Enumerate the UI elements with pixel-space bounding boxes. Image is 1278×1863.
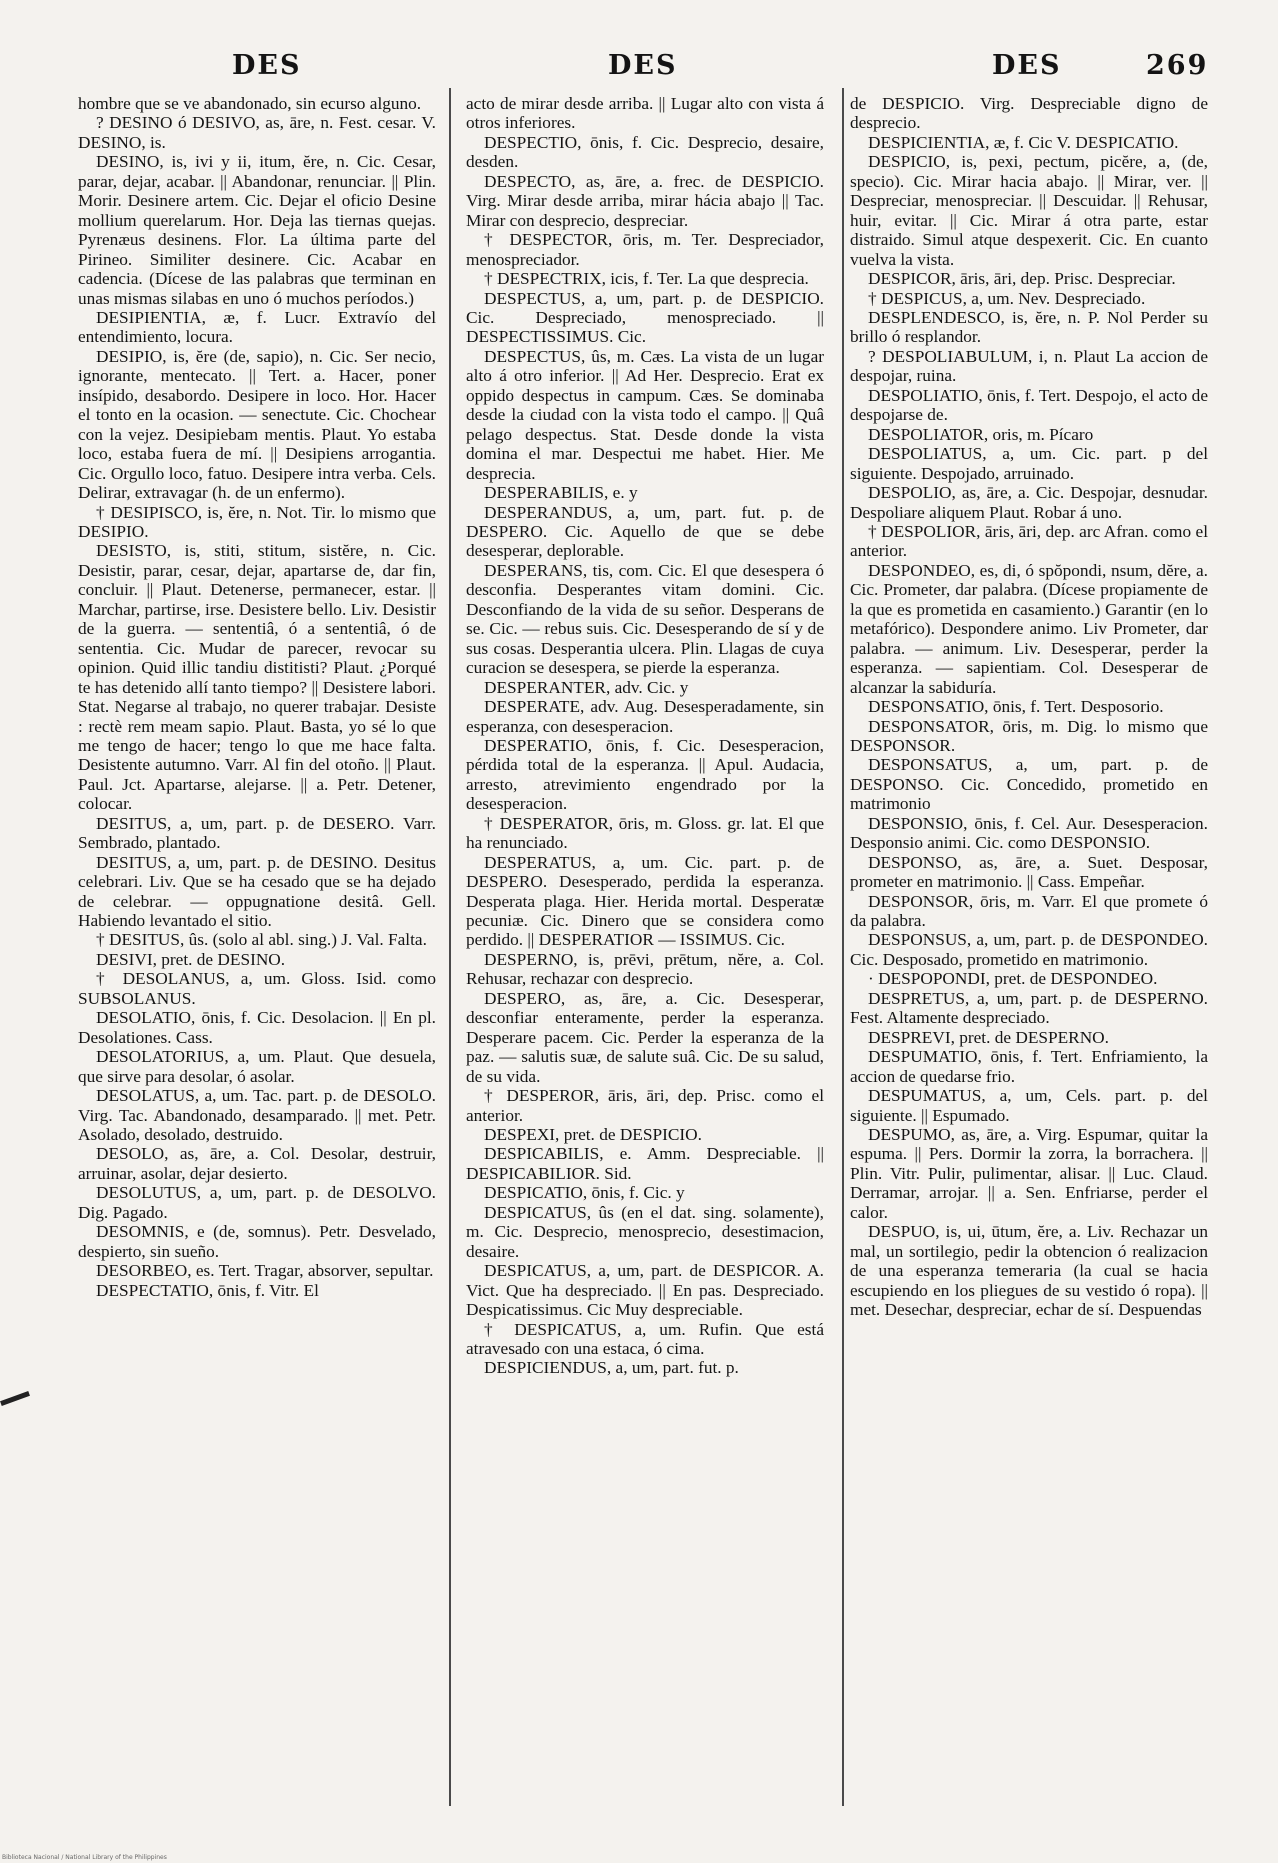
column-1 — [78, 94, 436, 1300]
column-divider — [842, 88, 844, 1806]
running-head-right: DES — [992, 50, 1062, 81]
margin-ink-mark — [0, 1391, 30, 1406]
dictionary-entry: DESIVI, pret. de DESINO. — [96, 949, 286, 969]
dictionary-entry: DESPOLIATOR, oris, m. Pícaro — [868, 424, 1094, 444]
dictionary-entry: DESPONSIO, ōnis, f. Cel. Aur. Desesperacion. Desponsio animi. Cic. como DESPONSIO. — [850, 813, 1208, 853]
running-head-left: DES — [232, 50, 302, 81]
dictionary-entry: DESPERNO, is, prēvi, prētum, nĕre, a. Col. Rehusar, rechazar con desprecio. — [466, 949, 824, 989]
dictionary-entry: de DESPICIO. Virg. Despreciable digno de desprecio. — [850, 94, 1208, 133]
dictionary-entry: DESINO, is, ivi y ii, itum, ĕre, n. Cic. Cesar, parar, dejar, acabar. || Abandonar, renunciar. || Plin. Morir. Desinere artem. Cic. Dejar el oficio Desine mollium querelarum. Hor. Deja las tiernas quejas. Pyrenæus desinens. Flor. La última parte del Pirineo. Similiter desinere. Cic. Acabar en cadencia. (Dícese de las palabras que terminan en unas mismas silabas en uno ó muchos períodos.) — [78, 152, 436, 308]
dictionary-entry: DESPICIENDUS, a, um, part. fut. p. — [484, 1358, 739, 1378]
dictionary-entry: † DESIPISCO, is, ĕre, n. Not. Tir. lo mismo que DESIPIO. — [78, 502, 436, 541]
dictionary-entry: DESOLO, as, āre, a. Col. Desolar, destruir, arruinar, asolar, dejar desierto. — [78, 1144, 436, 1183]
dictionary-entry: DESPICABILIS, e. Amm. Despreciable. || DESPICABILIOR. Sid. — [466, 1144, 824, 1183]
dictionary-entry: DESOMNIS, e (de, somnus). Petr. Desvelado, despierto, sin sueño. — [78, 1222, 436, 1261]
dictionary-entry: DESPERANDUS, a, um, part. fut. p. de DESPERO. Cic. Aquello de que se debe desesperar, deplorable. — [466, 502, 824, 561]
dictionary-entry: DESPEXI, pret. de DESPICIO. — [484, 1125, 702, 1145]
dictionary-entry: DESPERATIO, ōnis, f. Cic. Desesperacion, pérdida total de la esperanza. || Apul. Audacia, arresto, atrevimiento engendrado por la desesperacion. — [466, 735, 824, 814]
dictionary-entry: DESPONSOR, ōris, m. Varr. El que promete ó da palabra. — [850, 891, 1208, 931]
dictionary-entry: † DESITUS, ûs. (solo al abl. sing.) J. Val. Falta. — [96, 930, 427, 950]
dictionary-entry: DESPICOR, āris, āri, dep. Prisc. Despreciar. — [868, 269, 1176, 289]
dictionary-entry: DESORBEO, es. Tert. Tragar, absorver, sepultar. — [96, 1261, 434, 1281]
dictionary-entry: † DESPICATUS, a, um. Rufin. Que está atravesado con una estaca, ó cima. — [466, 1319, 824, 1358]
dictionary-entry: DESPECTO, as, āre, a. frec. de DESPICIO. Virg. Mirar desde arriba, mirar hácia abajo || Tac. Mirar con desprecio, despreciar. — [466, 171, 824, 230]
dictionary-entry: DESISTO, is, stiti, stitum, sistĕre, n. Cic. Desistir, parar, cesar, dejar, apartarse de, dar fin, concluir. || Plaut. Detenerse, permanecer, estar. || Marchar, partirse, irse. Desistere bello. Liv. Desistir de la guerra. — sententiâ, ó a sententiâ, ó de sententia. Cic. Mudar de parecer, revocar su opinion. Quid illic tandiu distitisti? Plaut. ¿Porqué te has detenido allí tanto tiempo? || Desistere labori. Stat. Negarse al trabajo, no querer trabajar. Desiste : rectè rem meam sapio. Plaut. Basta, yo sé lo que me tengo de hacer; tengo lo que me hace falta. Desistente autumno. Varr. Al fin del otoño. || Plaut. Paul. Jct. Apartarse, alejarse. || a. Petr. Detener, colocar. — [78, 541, 436, 814]
dictionary-entry: DESOLATIO, ōnis, f. Cic. Desolacion. || En pl. Desolationes. Cass. — [78, 1008, 436, 1047]
dictionary-entry: DESPUMATIO, ōnis, f. Tert. Enfriamiento, la accion de quedarse frio. — [850, 1047, 1208, 1086]
dictionary-entry: DESPICIENTIA, æ, f. Cic V. DESPICATIO. — [868, 132, 1179, 152]
dictionary-entry: DESPRETUS, a, um, part. p. de DESPERNO. Fest. Altamente despreciado. — [850, 988, 1208, 1028]
dictionary-entry: DESPERANS, tis, com. Cic. El que desespera ó desconfia. Desperantes vitam domini. Cic. Desconfiando de la vida de su señor. Desperans de se. Cic. — rebus suis. Cic. Desesperando de sí y de sus cosas. Desperantia ulcera. Plin. Llagas de cuya curacion se desespera, se pierde la esperanza. — [466, 560, 824, 678]
column-3 — [850, 94, 1208, 1320]
dictionary-entry: DESITUS, a, um, part. p. de DESERO. Varr. Sembrado, plantado. — [78, 813, 436, 853]
dictionary-entry: DESPONSUS, a, um, part. p. de DESPONDEO. Cic. Desposado, prometido en matrimonio. — [850, 930, 1208, 969]
page-number: 269 — [1146, 50, 1209, 81]
dictionary-entry: DESPONSATUS, a, um, part. p. de DESPONSO. Cic. Concedido, prometido en matrimonio — [850, 755, 1208, 814]
dictionary-entry: · DESPOPONDI, pret. de DESPONDEO. — [868, 969, 1158, 989]
dictionary-entry: DESIPIO, is, ĕre (de, sapio), n. Cic. Ser necio, ignorante, mentecato. || Tert. a. Hacer, poner insípido, desabordo. Desipere in loco. Hor. Hacer el tonto en la ocasion. — senectute. Cic. Chochear con la vejez. Desipiebam mentis. Plaut. Yo estaba loco, estaba fuera de mí. || Desipiens arrogantia. Cic. Orgullo loco, fatuo. Desipere intra verba. Cels. Delirar, extravagar (h. de un enfermo). — [78, 346, 436, 503]
dictionary-entry: † DESPECTRIX, icis, f. Ter. La que desprecia. — [484, 269, 809, 289]
dictionary-entry: DESPUO, is, ui, ūtum, ĕre, a. Liv. Rechazar un mal, un sortilegio, pedir la obtencion ó realizacion de una esperanza temeraria (la cual se hacia escupiendo en los pliegues de su vestido ó ropa). || met. Desechar, despreciar, echar de sí. Despuendas — [850, 1222, 1208, 1320]
dictionary-entry: DESPOLIO, as, āre, a. Cic. Despojar, desnudar. Despoliare aliquem Plaut. Robar á uno. — [850, 483, 1208, 522]
column-2 — [466, 94, 824, 1378]
dictionary-entry: hombre que se ve abandonado, sin ecurso alguno. — [78, 94, 422, 113]
dictionary-entry: DESPONSATOR, ōris, m. Dig. lo mismo que DESPONSOR. — [850, 716, 1208, 755]
dictionary-entry: DESPUMO, as, āre, a. Virg. Espumar, quitar la espuma. || Pers. Dormir la zorra, la borrachera. || Plin. Vitr. Pulir, pulimentar, alisar. || Luc. Claud. Derramar, arrojar. || a. Sen. Enfriarse, perder el calor. — [850, 1125, 1208, 1222]
dictionary-entry: DESPUMATUS, a, um, Cels. part. p. del siguiente. || Espumado. — [850, 1086, 1208, 1125]
dictionary-entry: † DESOLANUS, a, um. Gloss. Isid. como SUBSOLANUS. — [78, 969, 436, 1008]
dictionary-entry: DESPERATE, adv. Aug. Desesperadamente, sin esperanza, con desesperacion. — [466, 697, 824, 736]
dictionary-entry: DESPOLIATUS, a, um. Cic. part. p del siguiente. Despojado, arruinado. — [850, 444, 1208, 483]
dictionary-entry: DESPECTATIO, ōnis, f. Vitr. El — [96, 1280, 319, 1300]
dictionary-entry: DESPICATUS, a, um, part. de DESPICOR. A. Vict. Que ha despreciado. || En pas. Despreciado. Despicatissimus. Cic Muy despreciable. — [466, 1261, 824, 1320]
dictionary-entry: DESPERATUS, a, um. Cic. part. p. de DESPERO. Desesperado, perdida la esperanza. Desperata plaga. Hier. Herida mortal. Desperatæ pecuniæ. Cic. Dinero que se considera como perdido. || DESPERATIOR — ISSIMUS. Cic. — [466, 852, 824, 950]
dictionary-entry: DESOLATORIUS, a, um. Plaut. Que desuela, que sirve para desolar, ó asolar. — [78, 1047, 436, 1086]
dictionary-entry: DESOLATUS, a, um. Tac. part. p. de DESOLO. Virg. Tac. Abandonado, desamparado. || met. Petr. Asolado, desolado, destruido. — [78, 1086, 436, 1145]
dictionary-entry: DESPREVI, pret. de DESPERNO. — [868, 1027, 1109, 1047]
dictionary-entry: ? DESINO ó DESIVO, as, āre, n. Fest. cesar. V. DESINO, is. — [78, 113, 436, 152]
dictionary-entry: DESIPIENTIA, æ, f. Lucr. Extravío del entendimiento, locura. — [78, 307, 436, 347]
dictionary-entry: DESPECTIO, ōnis, f. Cic. Desprecio, desaire, desden. — [466, 132, 824, 172]
dictionary-entry: DESITUS, a, um, part. p. de DESINO. Desitus celebrari. Liv. Que se ha cesado que se ha dejado de celebrar. — oppugnatione desitâ. Gell. Habiendo levantado el sitio. — [78, 852, 436, 931]
dictionary-entry: † DESPOLIOR, āris, āri, dep. arc Afran. como el anterior. — [850, 521, 1208, 561]
running-head-center: DES — [608, 50, 678, 81]
dictionary-entry: DESPONSATIO, ōnis, f. Tert. Desposorio. — [868, 697, 1164, 717]
dictionary-entry: DESPERABILIS, e. y — [484, 483, 638, 503]
dictionary-entry: DESOLUTUS, a, um, part. p. de DESOLVO. Dig. Pagado. — [78, 1183, 436, 1222]
dictionary-entry: † DESPERATOR, ōris, m. Gloss. gr. lat. El que ha renunciado. — [466, 813, 824, 853]
column-divider — [449, 88, 451, 1806]
scan-footer: Biblioteca Nacional / National Library of the Philippines — [2, 1854, 167, 1861]
dictionary-entry: ? DESPOLIABULUM, i, n. Plaut La accion de despojar, ruina. — [850, 346, 1208, 386]
dictionary-entry: DESPERANTER, adv. Cic. y — [484, 677, 689, 697]
dictionary-entry: DESPECTUS, ûs, m. Cæs. La vista de un lugar alto á otro inferior. || Ad Her. Desprecio. Erat ex oppido despectus in campum. Cæs. Se dominaba desde la ciudad con la vista todo el campo. || Quâ pelago despectus. Stat. Desde donde la vista domina el mar. Despectui me habet. Hier. Me desprecia. — [466, 346, 824, 483]
dictionary-entry: DESPICATIO, ōnis, f. Cic. y — [484, 1183, 685, 1203]
dictionary-entry: † DESPECTOR, ōris, m. Ter. Despreciador, menospreciador. — [466, 230, 824, 269]
dictionary-entry: DESPLENDESCO, is, ĕre, n. P. Nol Perder su brillo ó resplandor. — [850, 307, 1208, 347]
dictionary-entry: DESPICIO, is, pexi, pectum, picĕre, a, (de, specio). Cic. Mirar hacia abajo. || Mirar, ver. || Despreciar, menospreciar. || Descuidar. || Rehusar, huir, evitar. || Cic. Mirar á otra parte, estar distraido. Simul atque despexerit. Cic. En cuanto vuelva la vista. — [850, 152, 1208, 269]
dictionary-entry: DESPOLIATIO, ōnis, f. Tert. Despojo, el acto de despojarse de. — [850, 385, 1208, 425]
dictionary-entry: DESPONSO, as, āre, a. Suet. Desposar, prometer en matrimonio. || Cass. Empeñar. — [850, 852, 1208, 892]
dictionary-entry: † DESPEROR, āris, āri, dep. Prisc. como el anterior. — [466, 1086, 824, 1125]
dictionary-entry: DESPECTUS, a, um, part. p. de DESPICIO. Cic. Despreciado, menospreciado. || DESPECTISSIMUS. Cic. — [466, 288, 824, 347]
dictionary-entry: DESPERO, as, āre, a. Cic. Desesperar, desconfiar enteramente, perder la esperanza. Desperare pacem. Cic. Perder la esperanza de la paz. — salutis suæ, de salute suâ. Cic. De su salud, de su vida. — [466, 988, 824, 1086]
dictionary-entry: acto de mirar desde arriba. || Lugar alto con vista á otros inferiores. — [466, 94, 824, 133]
dictionary-entry: DESPONDEO, es, di, ó spŏpondi, nsum, dĕre, a. Cic. Prometer, dar palabra. (Dícese propiamente de la que es prometida en casamiento.) Garantir (en lo metafórico). Despondere animo. Liv Prometer, dar palabra. — animum. Liv. Desesperar, perder la esperanza. — sapientiam. Col. Desesperar de alcanzar la sabiduría. — [850, 560, 1208, 697]
dictionary-entry: DESPICATUS, ûs (en el dat. sing. solamente), m. Cic. Desprecio, menosprecio, desestimacion, desaire. — [466, 1202, 824, 1261]
dictionary-entry: † DESPICUS, a, um. Nev. Despreciado. — [868, 288, 1146, 308]
